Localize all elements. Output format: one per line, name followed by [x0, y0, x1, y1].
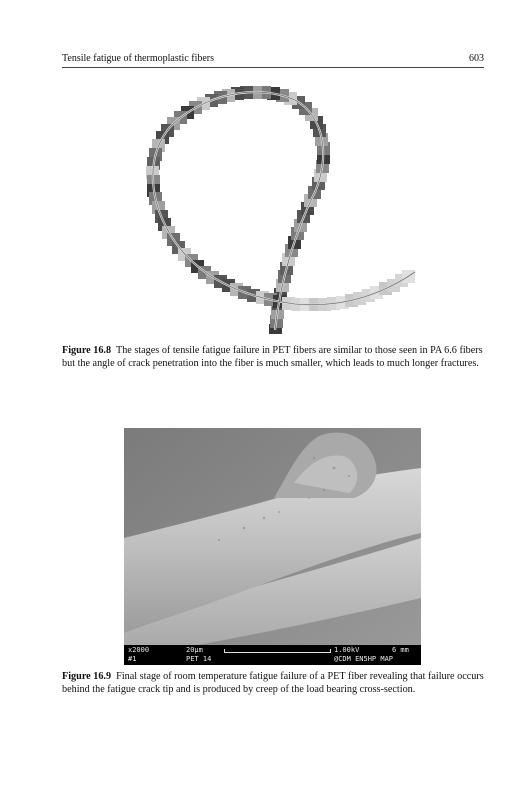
sem-micrograph [124, 428, 421, 665]
figure-16-8-text: The stages of tensile fatigue failure in PET fibers are similar to those seen in PA 6.6 fibers but the angle of crack penetration into the fiber is much smaller, which leads to much longer fractures. [62, 345, 483, 370]
sem-scale-bar [224, 649, 331, 653]
figure-16-8-label: Figure 16.8 [62, 345, 112, 356]
fiber-loop-montage [130, 82, 420, 334]
sem-scale: 20μm [186, 646, 203, 654]
sem-info-bar [124, 645, 421, 665]
sem-lab: @CDM EN5HP MAP [334, 655, 394, 663]
sem-voltage: 1.00kV [334, 646, 360, 654]
running-head [62, 51, 484, 68]
figure-16-8-caption [62, 344, 486, 371]
figure-16-9-caption [62, 670, 486, 697]
figure-16-9-text: Final stage of room temperature fatigue failure of a PET fiber revealing that failure occurs behind the fatigue crack tip and is produced by creep of the load bearing cross-section. [62, 671, 484, 696]
sem-sample: PET 14 [186, 655, 212, 663]
sem-image-number: #1 [128, 655, 137, 663]
running-title: Tensile fatigue of thermoplastic fibers [62, 53, 215, 64]
fiber-loop-montage-figure [130, 82, 420, 334]
sem-magnification: x2000 [128, 646, 150, 654]
page-number: 603 [469, 53, 484, 64]
sem-distance: 6 mm [392, 646, 409, 654]
figure-16-9-label: Figure 16.9 [62, 671, 112, 682]
sem-image [124, 428, 421, 665]
